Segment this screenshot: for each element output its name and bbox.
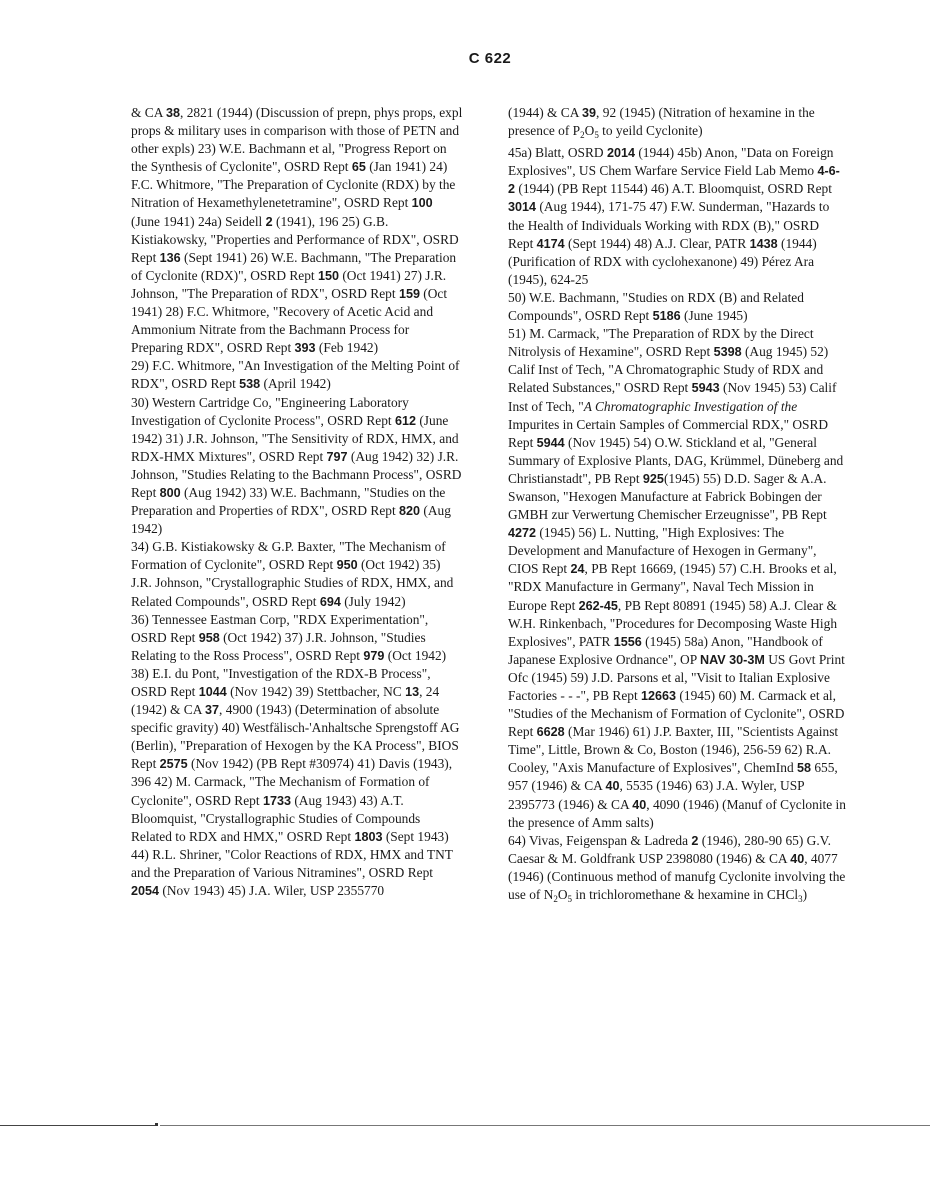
reference-paragraph [508,325,846,832]
reference-text: (Aug 1942) 32) J.R. Johnson, "Studies Relating to the Bachmann Process", OSRD Rept [131,448,462,500]
reference-text: (Oct 1941) 28) F.C. Whitmore, "Recovery of Acetic Acid and Ammonium Nitrate from the Bachmann Process for Preparing RDX", OSRD Rept [131,285,448,356]
subscript: 5 [567,894,573,905]
footer-rule [0,1125,155,1126]
reference-number: 24 [570,562,585,577]
reference-number: 40 [790,851,805,866]
reference-number: 2 [265,214,273,229]
left-text-column [131,104,463,900]
right-text-column [508,104,846,908]
reference-text: Impurites in Certain Samples of Commercial RDX," OSRD Rept [508,416,829,450]
reference-text: (June 1941) 24a) Seidell [131,213,266,229]
reference-paragraph [131,538,463,610]
reference-text: (Nov 1943) 45) J.A. Wiler, USP 2355770 [159,883,385,899]
reference-number: 958 [198,630,220,645]
reference-number: 1733 [262,793,291,808]
footer-rule-right [160,1125,930,1126]
reference-text: (Feb 1942) [315,340,379,356]
reference-number: 4-6-2 [508,164,840,197]
reference-paragraph [508,104,846,144]
page-header [0,50,930,67]
reference-text: , PB Rept 80891 (1945) 58) A.J. Clear & W.H. Rinkenbach, "Procedures for Decomposing Waste High Explosives", PATR [508,597,838,649]
reference-text: , PB Rept 16669, (1945) 57) C.H. Brooks et al, "RDX Manufacture in Germany", Naval Tech Mission in Europe Rept [508,561,837,613]
reference-text: 51) M. Carmack, "The Preparation of RDX by the Direct Nitrolysis of Hexamine", OSRD Rept [508,326,814,360]
reference-text: 50) W.E. Bachmann, "Studies on RDX (B) and Related Compounds", OSRD Rept [508,289,804,324]
reference-text: (1945) 55) D.D. Sager & A.A. Swanson, "Hexogen Manufacture at Fabrick Bobingen der GMBH zur Verwertung Chemischer Erzeugnisse", PB Rept [508,470,827,523]
reference-text: 64) Vivas, Feigenspan & Ladreda [508,832,692,848]
reference-text: (1944) (Purification of RDX with cyclohexanone) 49) Pérez Ara (1945), 624-25 [508,235,817,287]
reference-number: 159 [398,286,420,301]
reference-text: , 5535 (1946) 63) J.A. Wyler, USP 2395773 (1946) & CA [508,778,805,812]
reference-text: O [584,123,595,139]
reference-text: (Aug 1945) 52) Calif Inst of Tech, "A Chromatographic Study of RDX and Related Substances," OSRD Rept [508,344,829,396]
reference-text: , 92 (1945) (Nitration of hexamine in the presence of P [508,105,815,139]
reference-text: 34) G.B. Kistiakowsky & G.P. Baxter, "The Mechanism of Formation of Cyclonite", OSRD Rept [131,539,446,573]
reference-paragraph [131,104,463,357]
reference-text: 29) F.C. Whitmore, "An Investigation of the Melting Point of RDX", OSRD Rept [131,358,460,392]
reference-text: (Nov 1942) (PB Rept #30974) 41) Davis (1943), 396 42) M. Carmack, "The Mechanism of Formation of Cyclonite", OSRD Rept [131,756,453,808]
reference-number: 5943 [691,381,720,396]
subscript: 2 [580,130,585,141]
reference-text: , 4090 (1946) (Manuf of Cyclonite in the presence of Amm salts) [508,796,846,830]
reference-text: (1945) 58a) Anon, "Handbook of Japanese Explosive Ordnance", OP [508,633,823,667]
reference-number: 1803 [354,829,383,844]
reference-text: (April 1942) [260,376,331,392]
reference-text: (Nov 1945) 53) Calif Inst of Tech, " [508,380,837,414]
reference-text: (Aug 1943) 43) A.T. Bloomquist, "Crystallographic Studies of Compounds Related to RDX and HMX," OSRD Rept [131,792,421,844]
reference-text: O [557,887,568,903]
reference-number: 100 [411,196,433,211]
reference-number: NAV 30-3M [700,652,765,667]
reference-text: to yeild Cyclonite) [598,123,703,139]
reference-text: US Govt Print Ofc (1945) 59) J.D. Parsons et al, "Visit to Italian Explosive Factories - - -", PB Rept [508,651,845,703]
reference-number: 40 [605,779,620,794]
reference-text: (1944) & CA [508,105,583,120]
reference-number: 925 [642,471,664,486]
reference-paragraph [131,357,463,393]
reference-number: 40 [632,797,647,812]
reference-text: (June 1945) [680,308,748,324]
reference-text: (Oct 1942) 37) J.R. Johnson, "Studies Relating to the Ross Process", OSRD Rept [131,629,426,663]
reference-text: (Sept 1941) 26) W.E. Bachmann, "The Preparation of Cyclonite (RDX)", OSRD Rept [131,249,457,283]
reference-number: 538 [239,377,261,392]
page-label: C 622 [468,50,512,67]
reference-text: , 4077 (1946) (Continuous method of manufg Cyclonite involving the use of N [508,850,846,903]
reference-text: (Nov 1945) 54) O.W. Stickland et al, "General Summary of Explosive Plants, DAG, Krümmel, Düneberg and Christianstadt", PB Rept [508,434,844,486]
reference-number: 13 [405,685,420,699]
reference-number: 393 [294,341,316,356]
reference-number: 5398 [713,345,742,360]
reference-number: 950 [336,558,358,573]
reference-text: (Mar 1946) 61) J.P. Baxter, III, "Scientists Against Time", Little, Brown & Co, Boston (1946), 256-59 62) R.A. Cooley, "Axis Manufacture of Explosives", ChemInd [508,724,839,776]
reference-text: 655, 957 (1946) & CA [508,760,838,794]
reference-number: 2 [691,833,699,848]
reference-paragraph [508,832,846,908]
reference-text: (1946), 280-90 65) G.V. Caesar & M. Goldfrank USP 2398080 (1946) & CA [508,832,831,866]
reference-number: 820 [399,504,421,519]
reference-text: (Sept 1944) 48) A.J. Clear, PATR [564,235,750,251]
reference-text: , 24 (1942) & CA [131,684,440,718]
reference-number: 4174 [536,236,565,251]
reference-number: 797 [326,449,348,464]
reference-text: , 2821 (1944) (Discussion of prepn, phys props, expl props & military uses in comparison with those of PETN and other expls) 23) W.E. Bachmann et al, "Progress Report on the Synthesis of Cyclonite", OSRD Rept [131,105,463,175]
reference-text: (Oct 1941) 27) J.R. Johnson, "The Preparation of RDX", OSRD Rept [131,267,447,301]
reference-text: (1944) (PB Rept 11544) 46) A.T. Bloomquist, OSRD Rept [515,181,832,197]
reference-number: 5944 [536,435,565,450]
reference-text: (1941), 196 25) G.B. Kistiakowsky, "Properties and Performance of RDX", OSRD Rept [131,213,459,265]
reference-number: 262-45 [578,598,618,613]
reference-number: 65 [351,160,366,175]
reference-number: 2575 [159,757,188,772]
reference-text: (Nov 1942) 39) Stettbacher, NC [226,684,406,699]
reference-text: in trichloromethane & hexamine in CHCl [572,887,799,903]
reference-text: (Oct 1942) 38) E.I. du Pont, "Investigation of the RDX-B Process", OSRD Rept [131,647,447,699]
reference-number: 2014 [606,146,635,161]
subscript: 2 [553,894,558,905]
reference-text: ) [802,887,808,903]
reference-text: (Aug 1944), 171-75 47) F.W. Sunderman, "Hazards to the Health of Individuals Working with RDX (B)," OSRD Rept [508,199,830,251]
reference-number: 136 [159,250,181,265]
reference-number: 5186 [652,309,681,324]
reference-text: (Oct 1942) 35) J.R. Johnson, "Crystallographic Studies of RDX, HMX, and Related Compounds", OSRD Rept [131,557,454,609]
reference-number: 1556 [613,634,642,649]
reference-text: A Chromatographic Investigation of the [583,398,798,414]
reference-text: 45a) Blatt, OSRD [508,145,607,161]
reference-number: 3014 [508,200,537,215]
reference-paragraph [131,394,463,539]
reference-text: (June 1942) 31) J.R. Johnson, "The Sensitivity of RDX, HMX, and RDX-HMX Mixtures", OSRD Rept [131,412,459,464]
reference-paragraph [508,289,846,325]
reference-text: (1945) 60) M. Carmack et al, "Studies of the Mechanism of Formation of Cyclonite", OSRD Rept [508,688,845,740]
reference-text: , 4900 (1943) (Determination of absolute specific gravity) 40) Westfälisch-'Anhaltsche Sprengstoff AG (Berlin), "Preparation of Hexogen by the KA Process", BIOS Rept [131,702,460,772]
reference-text: (Sept 1943) 44) R.L. Shriner, "Color Reactions of RDX, HMX and TNT and the Preparation of Various Nitramines", OSRD Rept [131,828,453,880]
reference-number: 38 [165,106,180,120]
reference-number: 12663 [641,689,677,703]
subscript: 3 [798,894,803,905]
reference-number: 4272 [508,526,537,541]
reference-text: 36) Tennessee Eastman Corp, "RDX Experimentation", OSRD Rept [131,611,429,645]
subscript: 5 [594,130,599,141]
reference-number: 800 [159,485,181,500]
reference-number: 694 [319,594,341,609]
reference-number: 150 [317,268,339,283]
reference-text: (July 1942) [340,593,406,609]
reference-number: 1438 [749,236,778,251]
reference-text: (1945) 56) L. Nutting, "High Explosives: The Development and Manufacture of Hexogen in Germany", CIOS Rept [508,525,817,577]
reference-number: 979 [363,648,385,663]
reference-number: 6628 [536,725,565,740]
reference-number: 2054 [131,884,160,899]
footer-rule-dot [155,1123,158,1126]
reference-paragraph [508,144,846,289]
reference-paragraph [131,611,463,901]
reference-number: 39 [582,106,597,120]
reference-text: & CA [131,105,166,120]
reference-text: 30) Western Cartridge Co, "Engineering Laboratory Investigation of Cyclonite Process", OSRD Rept [131,394,409,428]
reference-text: (Jan 1941) 24) F.C. Whitmore, "The Preparation of Cyclonite (RDX) by the Nitration of Hexamethylenetetramine", OSRD Rept [131,159,456,211]
reference-number: 58 [796,761,811,776]
reference-text: (Aug 1942) [131,503,451,537]
reference-text: (1944) 45b) Anon, "Data on Foreign Explosives", US Chem Warfare Service Field Lab Memo [508,145,834,179]
reference-text: (Aug 1942) 33) W.E. Bachmann, "Studies on the Preparation and Properties of RDX", OSRD Rept [131,484,446,519]
reference-number: 1044 [198,685,227,699]
reference-number: 37 [205,703,220,718]
reference-number: 612 [394,413,416,428]
